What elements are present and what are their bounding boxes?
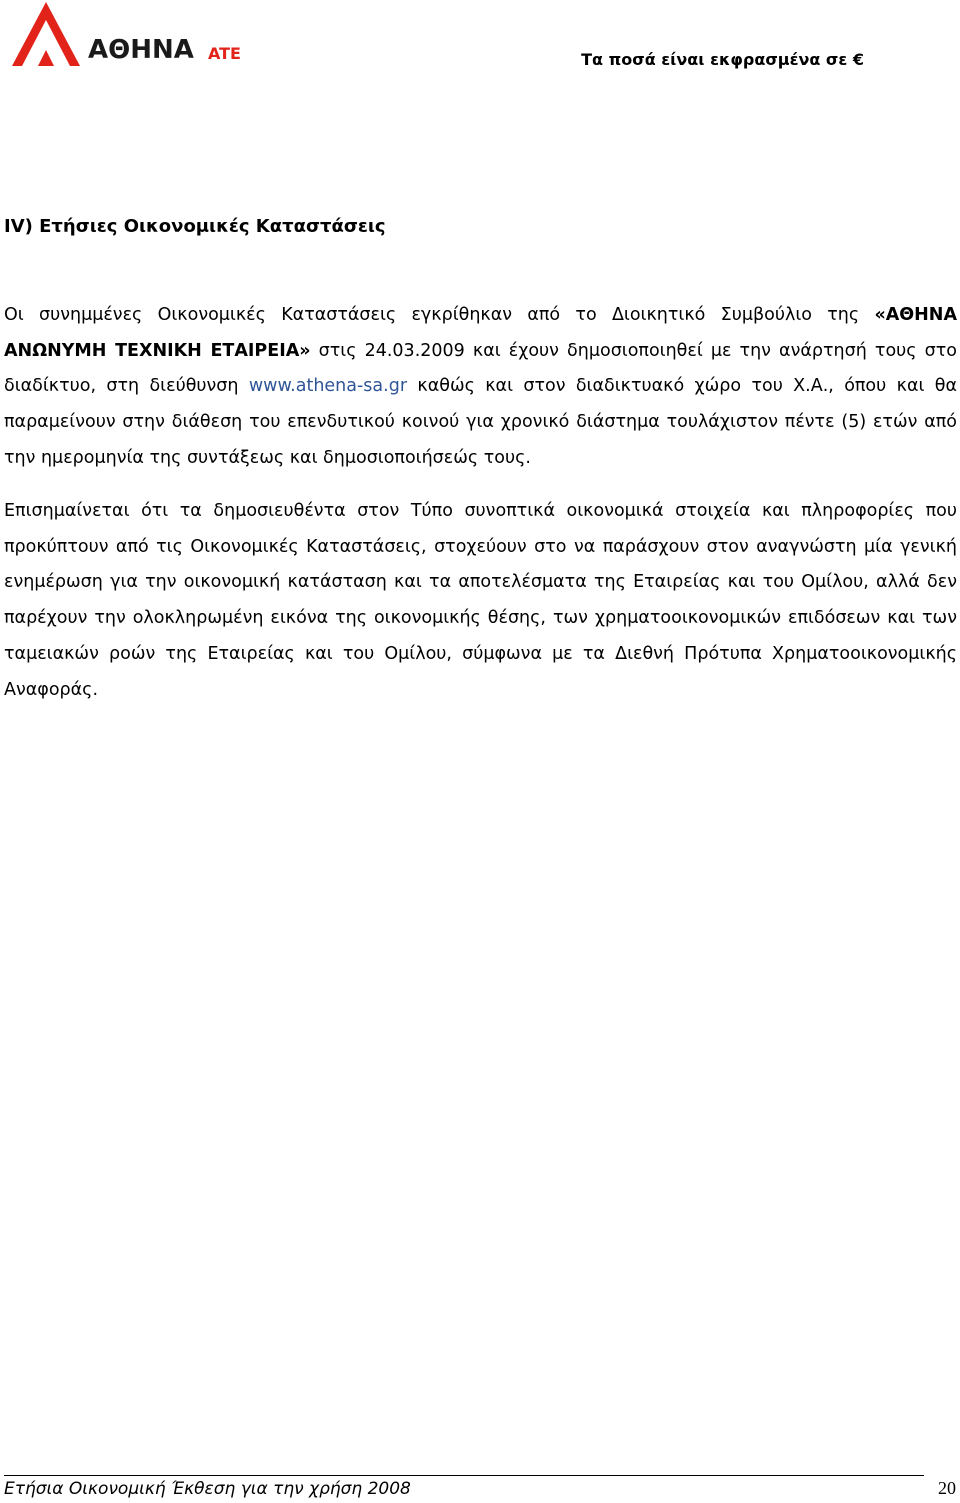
logo-triangle-inner [38,50,54,66]
currency-note: Τα ποσά είναι εκφρασμένα σε € [581,50,864,69]
paragraph-approval-text-1: Οι συνημμένες Οικονομικές Καταστάσεις εγκρίθηκαν από το Διοικητικό Συμβούλιο της [4,305,875,325]
section-title: IV) Ετήσιες Οικονομικές Καταστάσεις [4,216,386,237]
paragraph-approval-text-3: καθώς και στον διαδικτυακό χώρο του Χ.Α., όπου και θα παραμείνουν στην διάθεση του επενδυτικού κοινού για χρονικό διάστημα τουλάχιστον πέντε (5) ετών από την ημερομηνία της συντάξεως και δημοσιοποιήσεώς τους. [4,376,957,468]
logo-text: ΑΘΗΝΑ [88,35,194,65]
website-link[interactable]: www.athena-sa.gr [248,376,408,397]
logo-suffix: ATE [208,44,241,63]
paragraph-approval [4,298,957,477]
company-name: «ΑΘΗΝΑ ΑΝΩΝΥΜΗ ΤΕΧΝΙΚΗ ΕΤΑΙΡΕΙΑ» [4,305,957,361]
paragraph-approval-text-2: στις 24.03.2009 και έχουν δημοσιοποιηθεί με την ανάρτησή τους στο διαδίκτυο, στη διεύθυνση [4,340,958,397]
footer-title: Ετήσια Οικονομική Έκθεση για την χρήση 2008 [4,1479,411,1499]
footer-divider [4,1475,924,1476]
company-logo [12,2,244,68]
paragraph-disclaimer: Επισημαίνεται ότι τα δημοσιευθέντα στον Τύπο συνοπτικά οικονομικά στοιχεία και πληροφορίες που προκύπτουν από τις Οικονομικές Καταστάσεις, στοχεύουν στο να παράσχουν στον αναγνώστη μία γενική ενημέρωση για την οικονομική κατάσταση και τα αποτελέσματα της Εταιρείας και του Ομίλου, αλλά δεν παρέχουν την ολοκληρωμένη εικόνα της οικονομικής θέσης, των χρηματοοικονομικών επιδόσεων και των ταμειακών ροών της Εταιρείας και του Ομίλου, σύμφωνα με τα Διεθνή Πρότυπα Χρηματοοικονομικής Αναφοράς. [4,501,957,700]
page-number: 20 [938,1478,956,1498]
